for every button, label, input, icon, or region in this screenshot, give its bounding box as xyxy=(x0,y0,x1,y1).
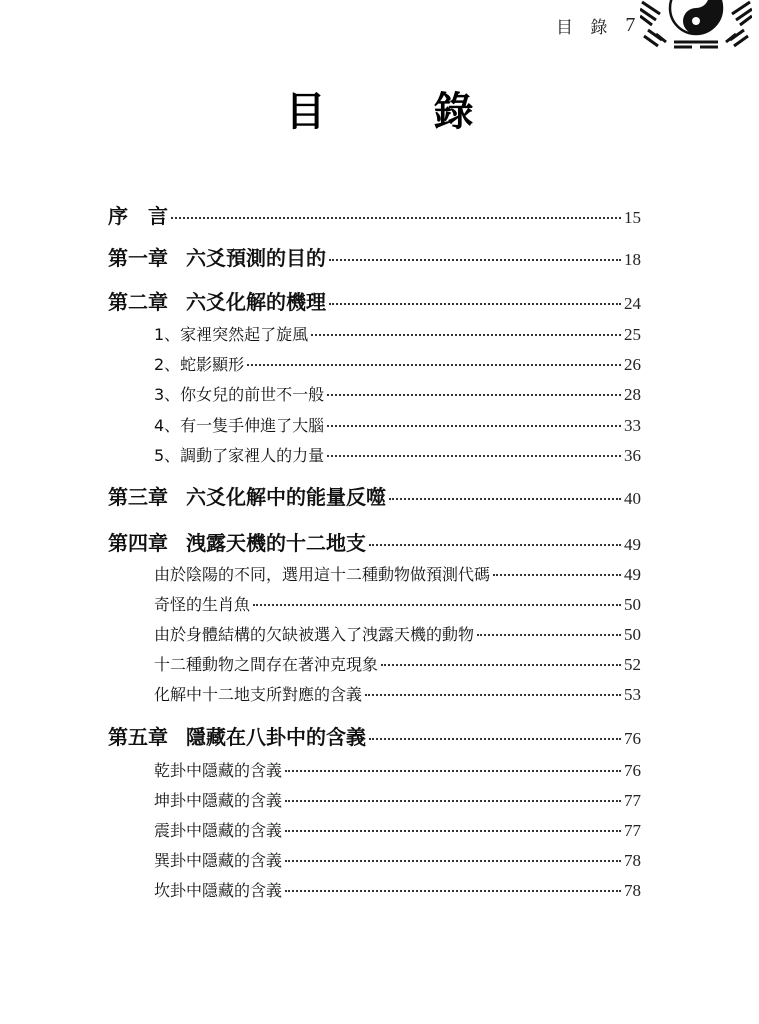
toc-entry-chapter-3[interactable] xyxy=(108,481,641,510)
dot-leader xyxy=(247,364,621,366)
toc-page-number: 50 xyxy=(624,595,641,614)
dot-leader xyxy=(327,394,621,396)
toc-entry-section[interactable] xyxy=(154,382,641,405)
toc-entry-section[interactable] xyxy=(154,322,641,345)
dot-leader xyxy=(329,259,621,261)
running-header xyxy=(556,12,635,38)
toc-page-number: 26 xyxy=(624,355,641,374)
toc-page-number: 33 xyxy=(624,416,641,435)
toc-label: 序 言 xyxy=(108,204,168,228)
dot-leader xyxy=(369,544,621,546)
toc-label xyxy=(108,527,366,556)
toc-entry-chapter-5[interactable] xyxy=(108,721,641,750)
page-number: 7 xyxy=(625,13,636,36)
toc-label: 坎卦中隱藏的含義 xyxy=(154,881,283,900)
toc-label xyxy=(108,481,386,510)
toc-page-number: 53 xyxy=(624,685,641,704)
toc-entry-section[interactable] xyxy=(154,413,641,436)
dot-leader xyxy=(253,604,621,606)
toc-page-number: 76 xyxy=(624,761,641,780)
toc-label: 由於身體結構的欠缺被選入了洩露天機的動物 xyxy=(154,625,475,644)
toc-entry-section[interactable] xyxy=(154,622,641,645)
toc-page-number: 77 xyxy=(624,791,641,810)
toc-page-number: 15 xyxy=(624,208,641,227)
dot-leader xyxy=(285,800,621,802)
chapter-title: 六爻化解中的能量反噬 xyxy=(186,485,386,509)
toc-page-number: 76 xyxy=(624,729,641,748)
toc-label xyxy=(108,721,366,750)
toc-label: 由於陰陽的不同，選用這十二種動物做預測代碼 xyxy=(154,565,491,584)
chapter-title: 六爻預測的目的 xyxy=(186,246,326,270)
toc-page-number: 25 xyxy=(624,325,641,344)
toc-page-number: 50 xyxy=(624,625,641,644)
dot-leader xyxy=(381,664,621,666)
toc-label: 化解中十二地支所對應的含義 xyxy=(154,685,363,704)
toc-entry-section[interactable] xyxy=(154,878,641,901)
toc-page-number: 78 xyxy=(624,881,641,900)
toc-page-number: 77 xyxy=(624,821,641,840)
toc-label: 2、蛇影顯形 xyxy=(154,355,245,374)
toc-label: 奇怪的生肖魚 xyxy=(154,595,251,614)
toc-page-number: 40 xyxy=(624,489,641,508)
toc-page-number: 24 xyxy=(624,294,641,313)
toc-label: 震卦中隱藏的含義 xyxy=(154,821,283,840)
dot-leader xyxy=(477,634,621,636)
toc-label: 1、家裡突然起了旋風 xyxy=(154,325,309,344)
chapter-number: 第五章 xyxy=(108,725,168,749)
chapter-title: 六爻化解的機理 xyxy=(186,290,326,314)
chapter-number: 第一章 xyxy=(108,246,168,270)
toc-label: 十二種動物之間存在著沖克現象 xyxy=(154,655,379,674)
toc-label: 巽卦中隱藏的含義 xyxy=(154,851,283,870)
toc-page-number: 78 xyxy=(624,851,641,870)
dot-leader xyxy=(329,303,621,305)
toc-entry-section[interactable] xyxy=(154,818,641,841)
toc-entry-chapter-1[interactable] xyxy=(108,242,641,271)
toc-page-number: 49 xyxy=(624,565,641,584)
running-title: 目 錄 xyxy=(556,17,614,38)
dot-leader xyxy=(327,455,621,457)
dot-leader xyxy=(311,334,621,336)
toc-entry-chapter-2[interactable] xyxy=(108,286,641,315)
page-title: 目 錄 xyxy=(285,89,508,135)
toc-entry-section[interactable] xyxy=(154,788,641,811)
toc-entry-section[interactable] xyxy=(154,352,641,375)
dot-leader xyxy=(285,890,621,892)
toc-page-number: 36 xyxy=(624,446,641,465)
toc-label: 乾卦中隱藏的含義 xyxy=(154,761,283,780)
chapter-title: 洩露天機的十二地支 xyxy=(186,531,366,555)
toc-entry-section[interactable] xyxy=(154,758,641,781)
toc-entry-chapter-4[interactable] xyxy=(108,527,641,556)
toc-label: 3、你女兒的前世不一般 xyxy=(154,385,325,404)
toc-entry-section[interactable] xyxy=(154,848,641,871)
toc-entry-section[interactable] xyxy=(154,443,641,466)
bagua-yin-yang-icon xyxy=(640,0,752,50)
chapter-number: 第四章 xyxy=(108,531,168,555)
toc-page-number: 49 xyxy=(624,535,641,554)
dot-leader xyxy=(493,574,621,576)
toc-label xyxy=(108,286,326,315)
toc-entry-section[interactable] xyxy=(154,652,641,675)
dot-leader xyxy=(369,738,621,740)
dot-leader xyxy=(389,498,621,500)
toc-entry-section[interactable] xyxy=(154,682,641,705)
toc-entry-section[interactable] xyxy=(154,562,641,585)
toc-page-number: 52 xyxy=(624,655,641,674)
toc-label xyxy=(108,242,326,271)
toc-label: 5、調動了家裡人的力量 xyxy=(154,446,325,465)
dot-leader xyxy=(285,830,621,832)
dot-leader xyxy=(285,860,621,862)
chapter-title: 隱藏在八卦中的含義 xyxy=(186,725,366,749)
dot-leader xyxy=(365,694,621,696)
dot-leader xyxy=(327,425,621,427)
toc-page-number: 28 xyxy=(624,385,641,404)
toc-page-number: 18 xyxy=(624,250,641,269)
toc-label: 坤卦中隱藏的含義 xyxy=(154,791,283,810)
toc-label: 4、有一隻手伸進了大腦 xyxy=(154,416,325,435)
dot-leader xyxy=(171,217,621,219)
chapter-number: 第二章 xyxy=(108,290,168,314)
dot-leader xyxy=(285,770,621,772)
toc-entry-section[interactable] xyxy=(154,592,641,615)
chapter-number: 第三章 xyxy=(108,485,168,509)
toc-entry-preface[interactable] xyxy=(108,200,641,229)
